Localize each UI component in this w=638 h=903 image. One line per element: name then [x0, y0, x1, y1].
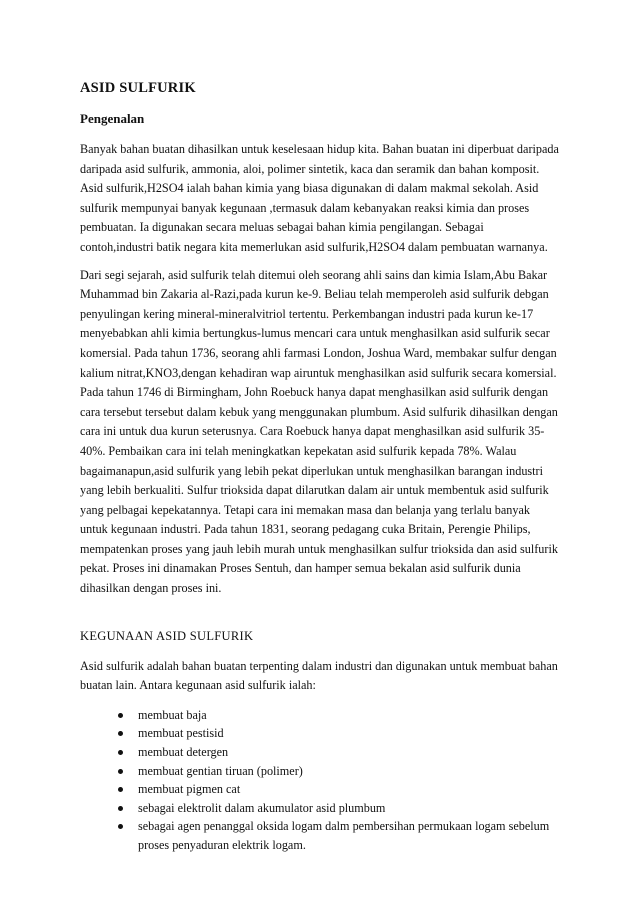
list-item-text: membuat pestisid — [138, 726, 224, 741]
list-item — [118, 724, 560, 743]
list-item-text: membuat pigmen cat — [138, 782, 241, 797]
list-item — [118, 762, 560, 781]
section-spacer — [80, 607, 560, 629]
list-item-text: membuat gentian tiruan (polimer) — [138, 763, 303, 778]
bullet-icon — [118, 750, 123, 755]
bullet-icon — [118, 769, 123, 774]
list-item — [118, 799, 560, 818]
history-paragraph: Dari segi sejarah, asid sulfurik telah ditemui oleh seorang ahli sains dan kimia Islam,Abu Bakar Muhammad bin Zakaria al-Razi,pada kurun ke-9. Beliau telah memperoleh asid sulfurik debgan penyulingan kering mineral-mineralvitriol tertentu. Perkembangan industri pada kurun ke-17 menyebabkan ahli kimia bertungkus-lumus mencari cara untuk menghasilkan asid sulfurik secar komersial. Pada tahun 1736, seorang ahli farmasi London, Joshua Ward, membakar sulfur dengan kalium nitrat,KNO3,dengan kehadiran wap airuntuk menghasilkan asid sulfurik secara komersial. Pada tahun 1746 di Birmingham, John Roebuck hanya dapat menghasilkan asid sulfurik dengan cara tersebut tersebut dalam kebuk yang menggunakan plumbum. Asid sulfurik dihasilkan dengan cara ini untuk dua kurun seterusnya. Cara Roebuck hanya dapat menghasilkan asid sulfurik 35-40%. Pembaikan cara ini telah meningkatkan kepekatan asid sulfurik kepada 78%. Walau bagaimanapun,asid sulfurik yang lebih pekat diperlukan untuk menghasilkan barangan industri yang lebih berkualiti. Sulfur trioksida dapat dilarutkan dalam air untuk membentuk asid sulfurik yang pelbagai kepekatannya. Tetapi cara ini memakan masa dan belanja yang terlalu banyak untuk kegunaan industri. Pada tahun 1831, seorang pedagang cuka Britain, Perengie Philips, mempatenkan proses yang jauh lebih murah untuk menghasilkan sulfur trioksida dan asid sulfurik pekat. Proses ini dinamakan Proses Sentuh, dan hamper semua bekalan asid sulfurik dunia dihasilkan dengan proses ini. — [80, 267, 558, 596]
bullet-icon — [118, 824, 123, 829]
bullet-icon — [118, 787, 123, 792]
list-item — [118, 780, 560, 799]
uses-heading: KEGUNAAN ASID SULFURIK — [80, 628, 254, 643]
list-item-text: sebagai agen penanggal oksida logam dalm pembersihan permukaan logam sebelum proses penyaduran elektrik logam. — [138, 819, 550, 852]
document-title: ASID SULFURIK — [80, 80, 196, 96]
intro-paragraph: Banyak bahan buatan dihasilkan untuk keselesaan hidup kita. Bahan buatan ini diperbuat daripada daripada asid sulfurik, ammonia, aloi, polimer sintetik, kaca dan seramik dan bahan komposit. Asid sulfurik,H2SO4 ialah bahan kimia yang biasa digunakan di dalam makmal sekolah. Asid sulfurik mempunyai banyak kegunaan ,termasuk dalam kebanyakan reaksi kimia dan proses pembuatan. Ia digunakan secara meluas sebagai bahan kimia pengilangan. Sebagai contoh,industri batik negara kita memerlukan asid sulfurik,H2SO4 dalam pembuatan warnanya. — [80, 142, 559, 254]
uses-intro-paragraph: Asid sulfurik adalah bahan buatan terpenting dalam industri dan digunakan untuk membuat bahan buatan lain. Antara kegunaan asid sulfurik ialah: — [80, 658, 558, 693]
bullet-icon — [118, 713, 123, 718]
list-item-text: membuat detergen — [138, 745, 229, 760]
list-item — [118, 706, 560, 725]
uses-list — [80, 706, 560, 855]
list-item-text: sebagai elektrolit dalam akumulator asid plumbum — [138, 800, 386, 815]
list-item — [118, 817, 560, 854]
bullet-icon — [118, 806, 123, 811]
intro-heading: Pengenalan — [80, 111, 145, 126]
bullet-icon — [118, 731, 123, 736]
list-item — [118, 743, 560, 762]
list-item-text: membuat baja — [138, 707, 207, 722]
